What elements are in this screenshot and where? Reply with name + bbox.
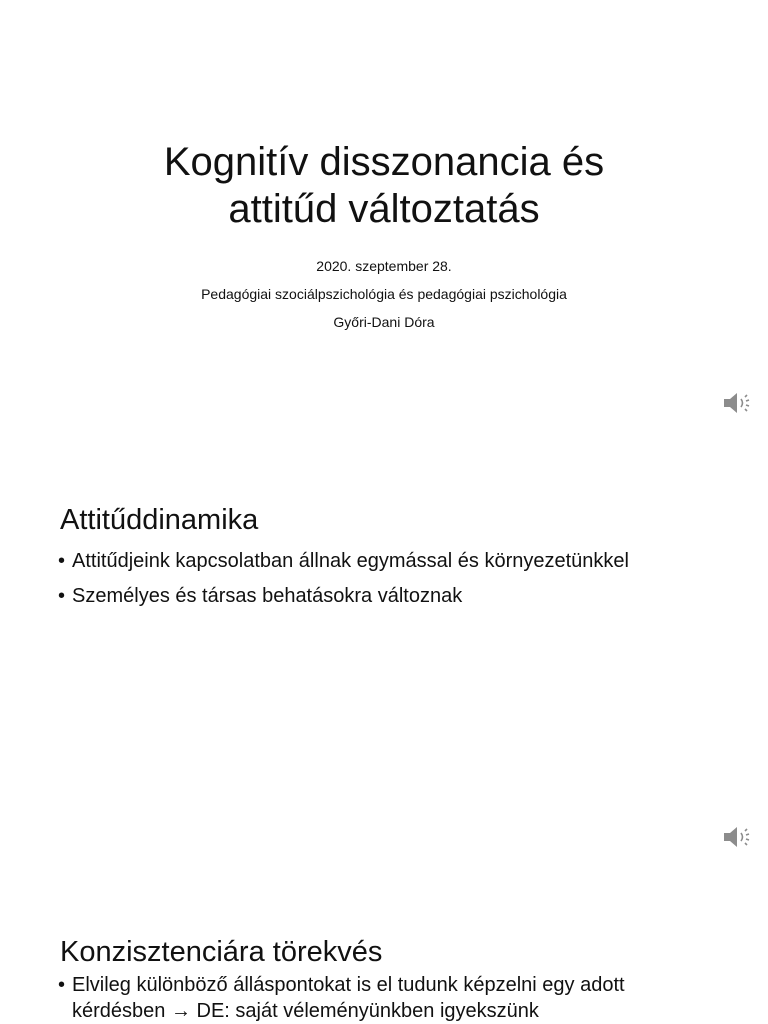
slide-title-line: Kognitív disszonancia és [163,139,605,184]
bullet-list [58,972,698,1024]
bullet-item: • Személyes és társas behatásokra változnak [58,583,698,609]
bullet-item: • Attitűdjeink kapcsolatban állnak egymással és környezetünkkel [58,548,698,574]
presentation-date: 2020. szeptember 28. [316,258,452,274]
bullet-list [58,548,698,618]
speaker-icon[interactable] [722,824,756,850]
slide-heading: Attitűddinamika [60,504,259,537]
content-slide [0,864,768,1024]
title-slide [0,0,768,432]
course-name: Pedagógiai szociálpszichológia és pedagógiai pszichológia [201,286,567,302]
content-slide [0,432,768,864]
presenter-name: Győri-Dani Dóra [333,314,435,330]
slide-heading: Konzisztenciára törekvés [60,936,383,969]
slide-title-line: attitűd változtatás [228,186,540,231]
bullet-item: • Elvileg különböző álláspontokat is el tudunk képzelni egy adott kérdésben → DE: saját véleményünkben igyekszünk [58,972,698,1024]
slide-subtitle [0,252,768,336]
speaker-icon[interactable] [722,390,756,416]
slide-title [0,139,768,233]
